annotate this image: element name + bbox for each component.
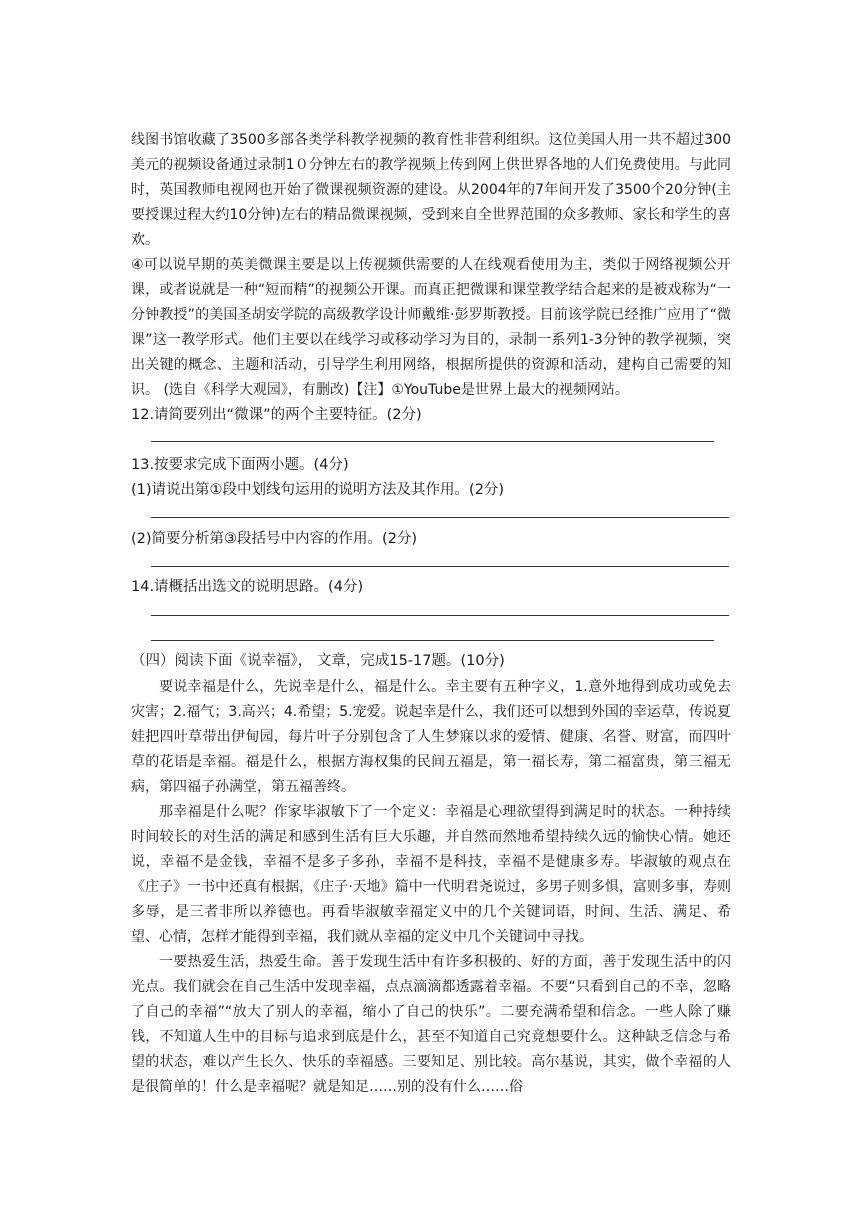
passage-continued <box>131 128 731 403</box>
section-4-paragraph-1: 要说幸福是什么，先说幸是什么，福是什么。幸主要有五种字义，1.意外地得到成功或免去灾害；2.福气；3.高兴；4.希望；5.宠爱。说起幸是什么，我们还可以想到外国的幸运草，传说夏娃把四叶草带出伊甸园，每片叶子分别包含了人生梦寐以求的爱情、健康、名誉、财富，而四叶草的花语是幸福。福是什么，根据方海权集的民间五福是，第一福长寿，第二福富贵，第三福无病，第四福子孙满堂，第五福善终。 <box>131 679 731 795</box>
answer-line-14b <box>151 640 714 641</box>
question-13: 13.按要求完成下面两小题。(4分) <box>131 457 349 473</box>
answer-line-13-1 <box>151 517 729 518</box>
question-13-1: (1)请说出第①段中划线句运用的说明方法及其作用。(2分) <box>131 482 505 498</box>
paragraph-3-continued: 线图书馆收藏了3500多部各类学科教学视频的教育性非营利组织。这位美国人用一共不超过300美元的视频设备通过录制1０分钟左右的教学视频上传到网上供世界各地的人们免费使用。与此同时，英国教师电视网也开始了微课视频资源的建设。从2004年的7年间开发了3500个20分钟(主要授课过程大约10分钟)左右的精品微课视频，受到来自全世界范围的众多教师、家长和学生的喜欢。 <box>131 132 731 248</box>
paragraph-4: ④可以说早期的英美微课主要是以上传视频供需要的人在线观看使用为主，类似于网络视频公开课，或者说就是一种“短而精”的视频公开课。而真正把微课和课堂教学结合起来的是被戏称为“一分钟教授”的美国圣胡安学院的高级教学设计师戴维·彭罗斯教授。目前该学院已经推广应用了“微课”这一教学形式。他们主要以在线学习或移动学习为目的，录制一系列1-3分钟的教学视频，突出关键的概念、主题和活动，引导学生利用网络，根据所提供的资源和活动，建构自己需要的知识。 (选自《科学大观园》，有删改)【注】①YouTube是世界上最大的视频网站。 <box>131 257 731 398</box>
section-4-paragraph-3: 一要热爱生活，热爱生命。善于发现生活中有许多积极的、好的方面，善于发现生活中的闪光点。我们就会在自己生活中发现幸福，点点滴滴都透露着幸福。不要“只看到自己的不幸，忽略了自己的幸福”“放大了别人的幸福，缩小了自己的快乐”。二要充满希望和信念。一些人除了赚钱，不知道人生中的目标与追求到底是什么，甚至不知道自己究竟想要什么。这种缺乏信念与希望的状态，难以产生长久、快乐的幸福感。三要知足、别比较。高尔基说，其实，做个幸福的人是很简单的！什么是幸福呢？就是知足……别的没有什么……俗 <box>131 954 731 1095</box>
section-4-passage <box>131 675 731 1100</box>
question-13-2: (2)简要分析第③段括号中内容的作用。(2分) <box>131 531 418 547</box>
section-4-heading: （四）阅读下面《说幸福》， 文章，完成15-17题。(10分) <box>131 653 505 669</box>
answer-line-12 <box>151 441 714 442</box>
answer-line-14a <box>151 615 729 616</box>
question-12: 12.请简要列出“微课”的两个主要特征。(2分) <box>131 407 422 423</box>
section-4-paragraph-2: 那幸福是什么呢？作家毕淑敏下了一个定义：幸福是心理欲望得到满足时的状态。一种持续时间较长的对生活的满足和感到生活有巨大乐趣，并自然而然地希望持续久远的愉快心情。她还说，幸福不是金钱，幸福不是多子多孙，幸福不是科技，幸福不是健康多寿。毕淑敏的观点在《庄子》一书中还真有根据，《庄子·天地》篇中一代明君尧说过，多男子则多惧，富则多事，寿则多辱，是三者非所以养德也。再看毕淑敏幸福定义中的几个关键词语，时间、生活、满足、希望、心情，怎样才能得到幸福，我们就从幸福的定义中几个关键词中寻找。 <box>131 804 731 945</box>
answer-line-13-2 <box>151 566 729 567</box>
question-14: 14.请概括出选文的说明思路。(4分) <box>131 579 364 595</box>
